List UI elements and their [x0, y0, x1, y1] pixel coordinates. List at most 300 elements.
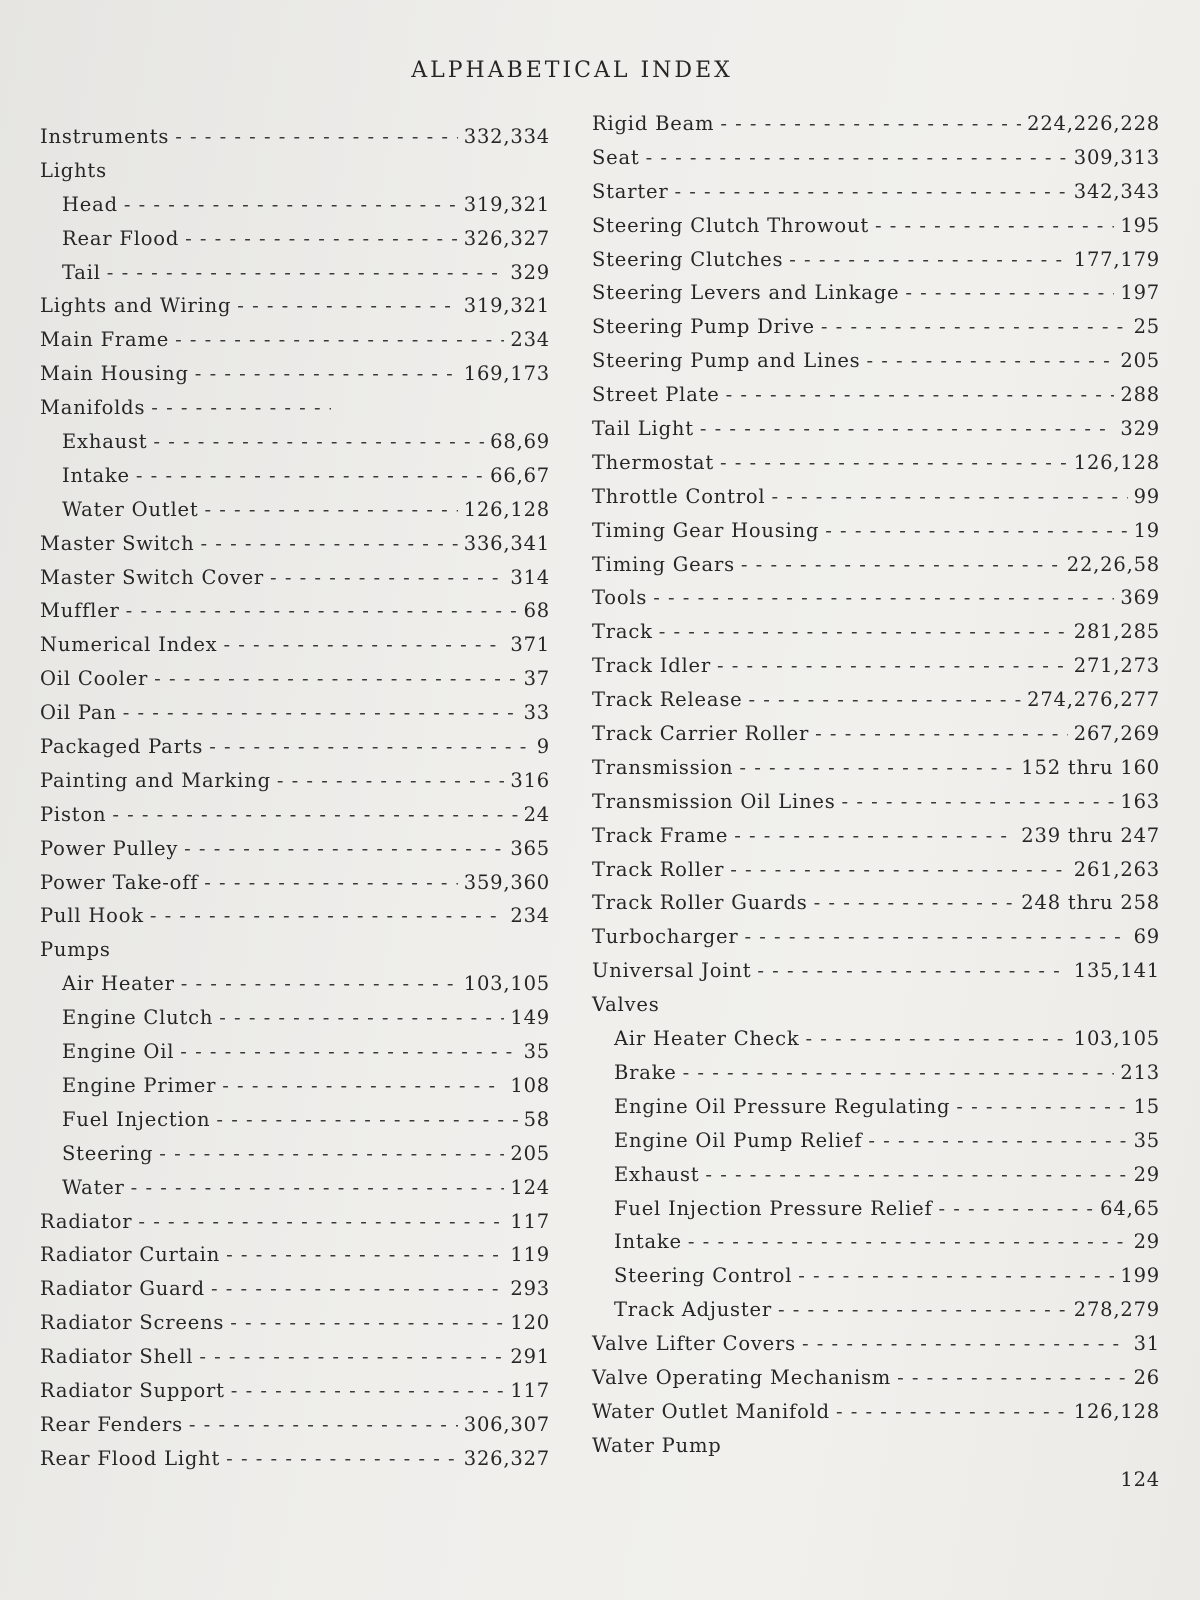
index-entry — [40, 1171, 550, 1205]
entry-pages: 359,360 — [463, 870, 550, 894]
entry-name: Radiator Curtain — [40, 1243, 221, 1267]
index-entry — [592, 175, 1160, 209]
dot-leader — [138, 1205, 504, 1239]
dot-leader — [136, 459, 484, 493]
entry-pages: 149 — [510, 1006, 550, 1030]
index-entry — [592, 378, 1160, 412]
index-entry — [592, 819, 1160, 853]
index-entry — [592, 480, 1160, 514]
entry-pages: 205 — [510, 1141, 550, 1165]
entry-pages: 117 — [510, 1378, 550, 1402]
dot-leader — [717, 649, 1068, 683]
entry-pages: 37 — [523, 667, 550, 691]
index-entry — [592, 310, 1160, 344]
entry-name: Pull Hook — [40, 904, 144, 928]
entry-name: Universal Joint — [592, 959, 752, 983]
dot-leader — [226, 1238, 504, 1272]
dot-leader — [180, 1035, 517, 1069]
index-entry — [40, 188, 550, 222]
dot-leader — [226, 1442, 458, 1476]
dot-leader — [131, 1171, 505, 1205]
entry-pages: 33 — [523, 701, 550, 725]
entry-name: Fuel Injection Pressure Relief — [614, 1196, 933, 1220]
index-entry — [592, 548, 1160, 582]
index-entry — [40, 323, 550, 357]
entry-pages: 369 — [1120, 586, 1160, 610]
entry-name: Steering Control — [614, 1264, 793, 1288]
entry-pages: 316 — [510, 768, 550, 792]
entry-pages: 248 thru 258 — [1021, 891, 1160, 915]
entry-name: Brake — [614, 1060, 677, 1084]
dot-leader — [815, 717, 1068, 751]
index-entry — [40, 1408, 550, 1442]
index-entry — [40, 1035, 550, 1069]
index-entry — [592, 1463, 1160, 1497]
entry-pages: 68,69 — [490, 430, 550, 454]
index-entry — [592, 107, 1160, 141]
entry-name: Thermostat — [592, 450, 714, 474]
index-entry — [40, 899, 550, 933]
index-entry — [40, 628, 550, 662]
dot-leader — [683, 1056, 1115, 1090]
dot-leader — [219, 1001, 504, 1035]
entry-pages: 9 — [536, 735, 550, 759]
dot-leader — [646, 141, 1068, 175]
dot-leader — [836, 1395, 1068, 1429]
dot-leader — [185, 222, 458, 256]
entry-name: Track Idler — [592, 654, 711, 678]
entry-name: Timing Gear Housing — [592, 518, 820, 542]
index-entry — [592, 615, 1160, 649]
entry-pages: 239 thru 247 — [1021, 823, 1160, 847]
dot-leader — [195, 357, 458, 391]
entry-pages: 119 — [510, 1243, 550, 1267]
index-entry — [40, 1374, 550, 1408]
index-entry — [592, 1395, 1160, 1429]
page-title: ALPHABETICAL INDEX — [411, 58, 733, 83]
entry-pages: 326,327 — [463, 1446, 550, 1470]
entry-name: Radiator — [40, 1209, 133, 1233]
index-entry — [40, 967, 550, 1001]
entry-name: Rear Flood Light — [40, 1446, 221, 1470]
dot-leader — [805, 1022, 1067, 1056]
index-entry — [40, 1306, 550, 1340]
index-entry — [40, 1137, 550, 1171]
entry-name: Track Roller Guards — [592, 891, 808, 915]
entry-pages: 234 — [510, 328, 550, 352]
entry-name: Muffler — [40, 599, 120, 623]
entry-name: Power Pulley — [40, 836, 179, 860]
index-entry — [592, 1192, 1160, 1226]
dot-leader — [154, 662, 517, 696]
entry-name: Radiator Guard — [40, 1277, 205, 1301]
index-entry — [40, 764, 550, 798]
entry-pages: 19 — [1133, 518, 1160, 542]
dot-leader — [868, 1124, 1127, 1158]
entry-pages: 314 — [510, 565, 550, 589]
index-entry — [592, 446, 1160, 480]
dot-leader — [150, 899, 505, 933]
entry-pages: 342,343 — [1073, 179, 1160, 203]
dot-leader — [748, 683, 1021, 717]
dot-leader — [778, 1293, 1068, 1327]
entry-pages: 22,26,58 — [1066, 552, 1160, 576]
dot-leader — [123, 696, 518, 730]
index-entry — [592, 1090, 1160, 1124]
entry-pages: 120 — [510, 1311, 550, 1335]
entry-name: Seat — [592, 145, 640, 169]
entry-pages: 69 — [1133, 925, 1160, 949]
dot-leader — [653, 581, 1114, 615]
index-entry — [592, 988, 1160, 1022]
index-entry — [592, 1022, 1160, 1056]
dot-leader — [270, 561, 504, 595]
index-entry — [40, 493, 550, 527]
entry-pages: 205 — [1120, 349, 1160, 373]
index-entry — [592, 717, 1160, 751]
index-entry — [40, 662, 550, 696]
entry-pages: 163 — [1120, 789, 1160, 813]
entry-name: Master Switch — [40, 531, 195, 555]
dot-leader — [798, 1259, 1114, 1293]
index-entry — [592, 1361, 1160, 1395]
index-entry — [592, 1327, 1160, 1361]
entry-name: Water Pump — [592, 1433, 722, 1457]
entry-name: Steering — [62, 1141, 154, 1165]
entry-pages: 261,263 — [1073, 857, 1160, 881]
dot-leader — [237, 289, 457, 323]
entry-name: Engine Oil — [62, 1040, 175, 1064]
entry-name: Manifolds — [40, 396, 146, 420]
entry-name: Instruments — [40, 125, 170, 148]
index-entry — [592, 344, 1160, 378]
entry-name: Transmission — [592, 755, 734, 779]
entry-name: Engine Oil Pump Relief — [614, 1128, 863, 1152]
index-entry — [592, 649, 1160, 683]
dot-leader — [866, 344, 1114, 378]
index-entry — [40, 222, 550, 256]
entry-name: Main Frame — [40, 328, 170, 352]
dot-leader — [211, 1272, 504, 1306]
index-entry — [40, 594, 550, 628]
dot-leader — [730, 853, 1068, 887]
entry-name: Air Heater Check — [614, 1027, 800, 1051]
entry-name: Track Roller — [592, 857, 725, 881]
dot-leader — [159, 1137, 504, 1171]
index-entry — [40, 256, 550, 290]
entry-pages: 126,128 — [1073, 1399, 1160, 1423]
index-entry — [40, 1069, 550, 1103]
entry-pages: 278,279 — [1073, 1298, 1160, 1322]
dot-leader — [938, 1192, 1094, 1226]
index-entry — [592, 920, 1160, 954]
entry-pages: 26 — [1133, 1365, 1160, 1389]
dot-leader — [153, 425, 484, 459]
entry-pages: 124 — [1120, 1467, 1160, 1491]
entry-name: Valve Lifter Covers — [592, 1332, 796, 1356]
index-entry — [40, 391, 550, 425]
dot-leader — [734, 819, 1015, 853]
entry-pages: 99 — [1133, 484, 1160, 508]
entry-pages: 326,327 — [463, 226, 550, 250]
dot-leader — [771, 480, 1127, 514]
index-entry — [40, 866, 550, 900]
entry-name: Valves — [592, 993, 660, 1017]
dot-leader — [720, 446, 1068, 480]
entry-pages: 199 — [1120, 1264, 1160, 1288]
entry-name: Steering Pump and Lines — [592, 349, 861, 373]
entry-pages: 332,334 — [463, 125, 550, 148]
entry-pages: 124 — [510, 1175, 550, 1199]
entry-name: Power Take-off — [40, 870, 199, 894]
dot-leader — [744, 920, 1127, 954]
entry-pages: 177,179 — [1073, 247, 1160, 271]
entry-pages: 15 — [1133, 1094, 1160, 1118]
entry-pages: 195 — [1120, 213, 1160, 237]
entry-name: Track Release — [592, 688, 743, 712]
index-entry — [40, 527, 550, 561]
dot-leader — [897, 1361, 1127, 1395]
dot-leader — [905, 276, 1114, 310]
dot-leader — [705, 1158, 1127, 1192]
index-entry — [592, 1158, 1160, 1192]
entry-pages: 224,226,228 — [1027, 112, 1160, 135]
entry-name: Packaged Parts — [40, 735, 204, 759]
entry-name: Turbocharger — [592, 925, 739, 949]
dot-leader — [757, 954, 1067, 988]
entry-name: Exhaust — [62, 430, 148, 454]
entry-pages: 108 — [510, 1073, 550, 1097]
entry-name: Engine Clutch — [62, 1006, 214, 1030]
entry-pages: 169,173 — [463, 362, 550, 386]
index-entry — [40, 120, 550, 154]
index-entry — [592, 209, 1160, 243]
dot-leader — [189, 1408, 458, 1442]
entry-name: Radiator Shell — [40, 1345, 194, 1369]
entry-pages: 329 — [1120, 417, 1160, 441]
entry-pages: 58 — [523, 1107, 550, 1131]
entry-name: Lights — [40, 158, 107, 182]
entry-pages: 213 — [1120, 1060, 1160, 1084]
index-entry — [592, 1225, 1160, 1259]
entry-name: Engine Oil Pressure Regulating — [614, 1094, 951, 1118]
entry-name: Track Adjuster — [614, 1298, 772, 1322]
dot-leader — [720, 107, 1021, 141]
index-entry — [592, 1293, 1160, 1327]
index-entry — [40, 933, 550, 967]
index-entry — [592, 1429, 1160, 1463]
entry-pages: 29 — [1133, 1230, 1160, 1254]
index-entry — [592, 1056, 1160, 1090]
dot-leader — [875, 209, 1114, 243]
index-column-left — [40, 120, 550, 1476]
index-entry — [40, 798, 550, 832]
entry-pages: 24 — [523, 802, 550, 826]
index-entry — [592, 1124, 1160, 1158]
entry-pages: 68 — [523, 599, 550, 623]
entry-name: Tail — [62, 260, 101, 284]
entry-name: Throttle Control — [592, 484, 766, 508]
entry-pages: 309,313 — [1073, 145, 1160, 169]
dot-leader — [789, 243, 1067, 277]
dot-leader — [277, 764, 505, 798]
entry-name: Intake — [614, 1230, 682, 1254]
entry-pages: 29 — [1133, 1162, 1160, 1186]
dot-leader — [209, 730, 531, 764]
dot-leader — [688, 1225, 1128, 1259]
entry-name: Exhaust — [614, 1162, 700, 1186]
dot-leader — [201, 527, 458, 561]
entry-name: Steering Clutches — [592, 247, 784, 271]
entry-pages: 117 — [510, 1209, 550, 1233]
dot-leader — [659, 615, 1068, 649]
index-entry — [40, 730, 550, 764]
entry-name: Fuel Injection — [62, 1107, 211, 1131]
index-entry — [40, 357, 550, 391]
dot-leader — [204, 866, 457, 900]
entry-pages: 64,65 — [1100, 1196, 1160, 1220]
index-entry — [40, 1205, 550, 1239]
dot-leader — [181, 967, 458, 1001]
dot-leader — [223, 628, 504, 662]
entry-name: Rigid Beam — [592, 112, 715, 135]
entry-pages: 371 — [510, 633, 550, 657]
entry-pages: 281,285 — [1073, 620, 1160, 644]
dot-leader — [956, 1090, 1127, 1124]
entry-name: Radiator Screens — [40, 1311, 225, 1335]
entry-name: Tail Light — [592, 417, 694, 441]
entry-name: Water — [62, 1175, 125, 1199]
index-entry — [592, 581, 1160, 615]
entry-name: Track — [592, 620, 653, 644]
entry-name: Starter — [592, 179, 669, 203]
entry-name: Main Housing — [40, 362, 189, 386]
entry-pages: 197 — [1120, 281, 1160, 305]
dot-leader — [175, 120, 458, 154]
entry-name: Numerical Index — [40, 633, 218, 657]
index-entry — [40, 1272, 550, 1306]
entry-name: Tools — [592, 586, 648, 610]
dot-leader — [204, 493, 457, 527]
entry-pages: 271,273 — [1073, 654, 1160, 678]
entry-name: Track Carrier Roller — [592, 722, 810, 746]
entry-pages: 291 — [510, 1345, 550, 1369]
entry-pages: 25 — [1133, 315, 1160, 339]
entry-name: Intake — [62, 463, 130, 487]
entry-pages: 329 — [510, 260, 550, 284]
entry-name: Track Frame — [592, 823, 729, 847]
entry-name: Valve Operating Mechanism — [592, 1365, 892, 1389]
dot-leader — [175, 323, 504, 357]
entry-name: Transmission Oil Lines — [592, 789, 836, 813]
index-entry — [592, 751, 1160, 785]
index-entry — [592, 141, 1160, 175]
dot-leader — [151, 391, 331, 425]
entry-pages: 267,269 — [1073, 722, 1160, 746]
index-entry — [40, 1103, 550, 1137]
entry-pages: 152 thru 160 — [1021, 755, 1160, 779]
index-entry — [592, 954, 1160, 988]
index-entry — [592, 276, 1160, 310]
entry-name: Oil Cooler — [40, 667, 149, 691]
entry-pages: 135,141 — [1073, 959, 1160, 983]
entry-pages: 103,105 — [463, 972, 550, 996]
index-entry — [592, 683, 1160, 717]
dot-leader — [231, 1374, 505, 1408]
entry-name: Rear Flood — [62, 226, 180, 250]
entry-pages: 365 — [510, 836, 550, 860]
entry-name: Master Switch Cover — [40, 565, 265, 589]
dot-leader — [821, 310, 1128, 344]
dot-leader — [814, 886, 1016, 920]
index-entry — [40, 1442, 550, 1476]
dot-leader — [674, 175, 1067, 209]
entry-pages: 234 — [510, 904, 550, 928]
dot-leader — [700, 412, 1115, 446]
entry-pages: 274,276,277 — [1027, 688, 1160, 712]
dot-leader — [199, 1340, 504, 1374]
dot-leader — [124, 188, 458, 222]
index-column-right — [592, 107, 1160, 1497]
entry-name: Pumps — [40, 938, 111, 962]
dot-leader — [107, 256, 505, 290]
entry-pages: 35 — [523, 1040, 550, 1064]
index-entry — [40, 425, 550, 459]
entry-name: Oil Pan — [40, 701, 117, 725]
dot-leader — [842, 785, 1115, 819]
entry-pages: 306,307 — [463, 1412, 550, 1436]
index-entry — [592, 886, 1160, 920]
index-entry — [40, 459, 550, 493]
dot-leader — [112, 798, 517, 832]
entry-name: Rear Fenders — [40, 1412, 183, 1436]
index-entry — [40, 1001, 550, 1035]
dot-leader — [222, 1069, 504, 1103]
entry-name: Radiator Support — [40, 1378, 225, 1402]
entry-name: Engine Primer — [62, 1073, 217, 1097]
index-entry — [40, 1340, 550, 1374]
entry-name: Timing Gears — [592, 552, 735, 576]
entry-name: Street Plate — [592, 383, 720, 407]
dot-leader — [126, 594, 518, 628]
entry-name: Water Outlet Manifold — [592, 1399, 830, 1423]
dot-leader — [802, 1327, 1128, 1361]
dot-leader — [184, 832, 504, 866]
entry-pages: 103,105 — [1073, 1027, 1160, 1051]
entry-pages: 293 — [510, 1277, 550, 1301]
entry-pages: 126,128 — [463, 497, 550, 521]
entry-name: Steering Pump Drive — [592, 315, 815, 339]
index-entry — [40, 154, 550, 188]
index-entry — [40, 561, 550, 595]
index-entry — [40, 1238, 550, 1272]
entry-pages: 336,341 — [463, 531, 550, 555]
index-entry — [592, 1259, 1160, 1293]
entry-pages: 319,321 — [463, 294, 550, 318]
dot-leader — [739, 751, 1015, 785]
dot-leader — [741, 548, 1061, 582]
index-entry — [592, 785, 1160, 819]
entry-name: Steering Clutch Throwout — [592, 213, 869, 237]
index-entry — [40, 289, 550, 323]
dot-leader — [825, 514, 1127, 548]
index-entry — [592, 853, 1160, 887]
index-entry — [592, 412, 1160, 446]
index-entry — [40, 696, 550, 730]
entry-pages: 66,67 — [490, 463, 550, 487]
entry-pages: 288 — [1120, 383, 1160, 407]
index-entry — [40, 832, 550, 866]
